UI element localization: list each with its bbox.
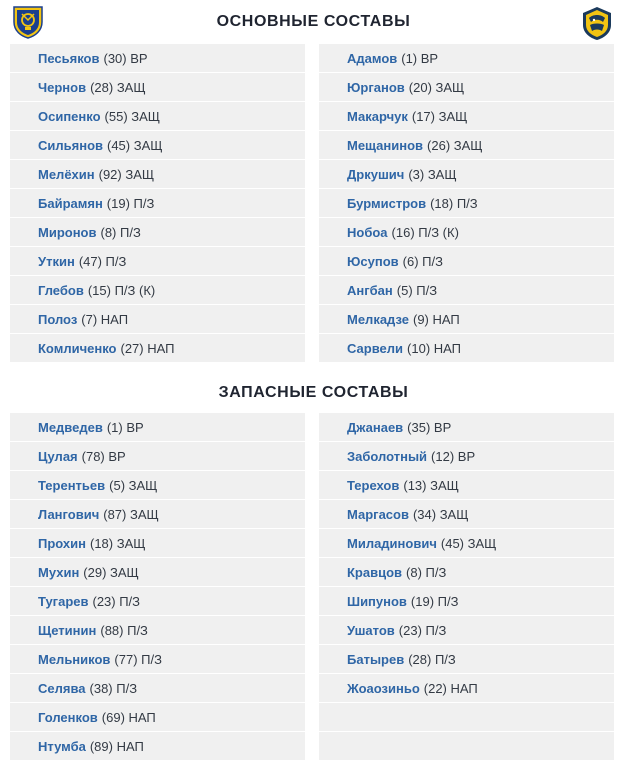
player-number-position: (6) П/З [402,253,443,269]
player-number-position: (9) НАП [413,311,460,327]
player-number-position: (78) ВР [81,448,126,464]
player-row [319,529,614,557]
player-row [319,558,614,586]
player-name-link[interactable]: Юрганов [347,79,405,95]
player-name-link[interactable]: Чернов [38,79,87,95]
player-row [10,276,305,304]
player-number-position: (3) ЗАЩ [408,166,457,182]
player-row [319,334,614,362]
player-row [10,471,305,499]
player-name-link[interactable]: Батырев [347,651,405,667]
player-name-link[interactable]: Глебов [38,282,84,298]
player-number-position: (5) П/З [396,282,438,298]
player-number-position: (30) ВР [103,50,148,66]
empty-row [319,732,614,760]
player-row [10,529,305,557]
starting-home-list [10,44,305,363]
player-number-position: (10) НАП [407,340,462,356]
player-number-position: (19) П/З [410,593,459,609]
player-row [319,413,614,441]
player-number-position: (87) ЗАЩ [103,506,159,522]
player-name-link[interactable]: Юсупов [347,253,399,269]
player-name-link[interactable]: Песьяков [38,50,100,66]
player-name-link[interactable]: Ушатов [347,622,395,638]
player-name-link[interactable]: Нтумба [38,738,86,754]
player-row [10,645,305,673]
player-row [10,732,305,760]
player-name-link[interactable]: Мельников [38,651,111,667]
player-row [10,674,305,702]
player-row [10,73,305,101]
player-row [319,587,614,615]
player-row [319,73,614,101]
player-number-position: (18) ЗАЩ [89,535,146,551]
player-row [10,247,305,275]
player-name-link[interactable]: Заболотный [347,448,428,464]
player-name-link[interactable]: Тугарев [38,593,89,609]
player-row [10,334,305,362]
player-name-link[interactable]: Мелёхин [38,166,95,182]
player-number-position: (38) П/З [89,680,138,696]
player-row [10,102,305,130]
player-name-link[interactable]: Мухин [38,564,80,580]
player-number-position: (55) ЗАЩ [104,108,160,124]
player-number-position: (18) П/З [430,195,478,211]
player-number-position: (26) ЗАЩ [427,137,483,153]
player-number-position: (7) НАП [81,311,129,327]
player-row [319,218,614,246]
player-number-position: (27) НАП [120,340,175,356]
subs-home-list [10,413,305,761]
player-number-position: (8) П/З [100,224,141,240]
player-name-link[interactable]: Нобоа [347,224,388,240]
player-number-position: (19) П/З [106,195,155,211]
player-number-position: (92) ЗАЩ [98,166,155,182]
player-name-link[interactable]: Бурмистров [347,195,427,211]
player-row [10,558,305,586]
substitutes-title: ЗАПАСНЫЕ СОСТАВЫ [218,384,409,401]
player-name-link[interactable]: Медведев [38,419,103,435]
player-name-link[interactable]: Миронов [38,224,97,240]
player-row [319,442,614,470]
player-name-link[interactable]: Сарвели [347,340,404,356]
player-number-position: (17) ЗАЩ [411,108,468,124]
player-name-link[interactable]: Кравцов [347,564,403,580]
player-row [319,645,614,673]
player-number-position: (5) ЗАЩ [109,477,158,493]
subs-away-list [319,413,614,761]
player-number-position: (34) ЗАЩ [412,506,469,522]
player-number-position: (12) ВР [431,448,476,464]
player-row [319,44,614,72]
player-row [10,131,305,159]
player-name-link[interactable]: Селява [38,680,86,696]
player-row [319,276,614,304]
player-number-position: (45) ЗАЩ [440,535,497,551]
player-number-position: (20) ЗАЩ [408,79,465,95]
player-row [10,305,305,333]
player-name-link[interactable]: Маргасов [347,506,409,522]
player-name-link[interactable]: Дркушич [347,166,405,182]
player-name-link[interactable]: Полоз [38,311,78,327]
player-name-link[interactable]: Мелкадзе [347,311,409,327]
player-row [10,189,305,217]
player-name-link[interactable]: Ангбан [347,282,393,298]
player-number-position: (1) ВР [401,50,439,66]
player-name-link[interactable]: Терехов [347,477,400,493]
player-row [319,616,614,644]
player-row [319,471,614,499]
player-row [10,160,305,188]
player-row [319,131,614,159]
player-number-position: (13) ЗАЩ [403,477,459,493]
player-number-position: (28) П/З [408,651,456,667]
player-name-link[interactable]: Адамов [347,50,398,66]
player-name-link[interactable]: Джанаев [347,419,404,435]
player-name-link[interactable]: Терентьев [38,477,106,493]
player-number-position: (15) П/З (К) [87,282,156,298]
player-number-position: (16) П/З (К) [391,224,459,240]
player-number-position: (8) П/З [406,564,447,580]
player-row [319,160,614,188]
player-name-link[interactable]: Макарчук [347,108,408,124]
player-name-link[interactable]: Голенков [38,709,98,725]
starting-away-list [319,44,614,363]
player-row [10,442,305,470]
player-number-position: (88) П/З [100,622,148,638]
player-number-position: (45) ЗАЩ [107,137,163,153]
player-name-link[interactable]: Сильянов [38,137,103,153]
player-row [10,616,305,644]
player-row [319,674,614,702]
starting-lineups-title: ОСНОВНЫЕ СОСТАВЫ [216,13,411,30]
player-name-link[interactable]: Шипунов [347,593,407,609]
player-number-position: (23) П/З [398,622,447,638]
player-number-position: (47) П/З [78,253,127,269]
player-number-position: (69) НАП [101,709,156,725]
player-number-position: (89) НАП [89,738,144,754]
player-number-position: (77) П/З [114,651,162,667]
player-row [10,413,305,441]
player-name-link[interactable]: Цулая [38,448,78,464]
player-row [10,500,305,528]
player-name-link[interactable]: Миладинович [347,535,437,551]
empty-row [319,703,614,731]
player-name-link[interactable]: Уткин [38,253,75,269]
player-number-position: (29) ЗАЩ [83,564,139,580]
player-row [319,500,614,528]
player-number-position: (22) НАП [423,680,478,696]
player-number-position: (28) ЗАЩ [90,79,146,95]
player-name-link[interactable]: Осипенко [38,108,101,124]
player-row [10,587,305,615]
player-name-link[interactable]: Щетинин [38,622,97,638]
player-name-link[interactable]: Жоаозиньо [347,680,420,696]
player-number-position: (23) П/З [92,593,141,609]
player-name-link[interactable]: Прохин [38,535,86,551]
player-row [319,247,614,275]
player-name-link[interactable]: Комличенко [38,340,117,356]
player-row [319,102,614,130]
player-row [10,44,305,72]
player-name-link[interactable]: Байрамян [38,195,103,211]
player-number-position: (1) ВР [106,419,144,435]
player-row [319,189,614,217]
player-row [319,305,614,333]
player-row [10,703,305,731]
player-number-position: (35) ВР [407,419,452,435]
player-name-link[interactable]: Мещанинов [347,137,424,153]
player-name-link[interactable]: Лангович [38,506,100,522]
player-row [10,218,305,246]
